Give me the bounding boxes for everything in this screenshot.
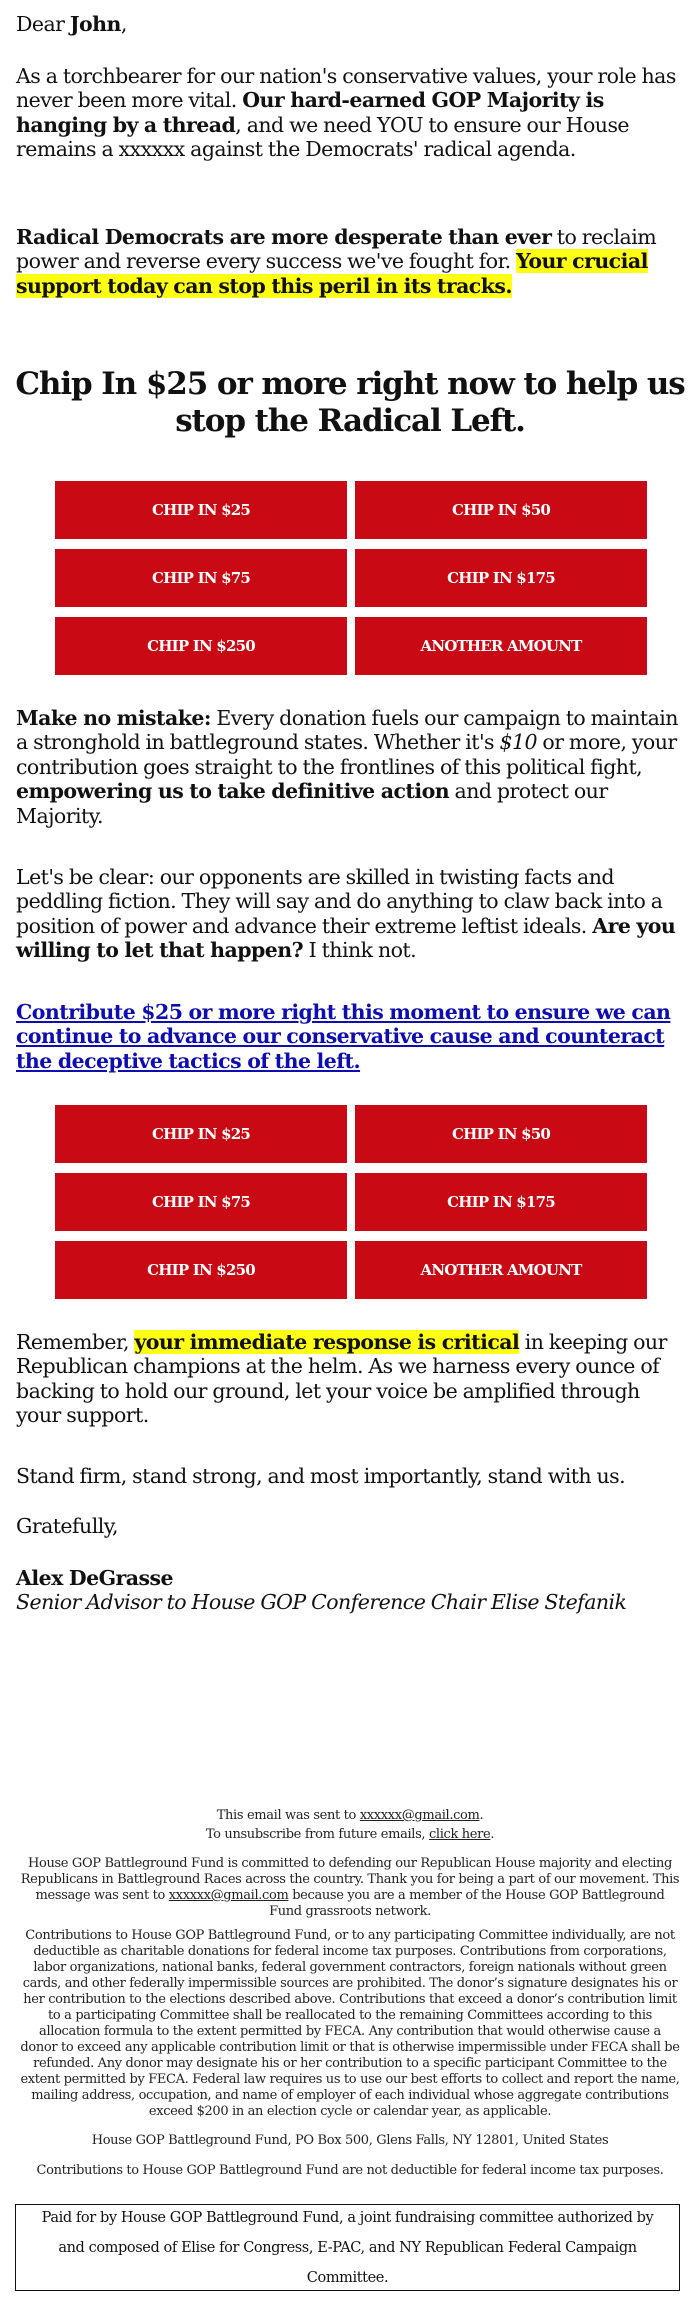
chip-in-175-button[interactable]: CHIP IN $175 xyxy=(355,1173,647,1231)
unsubscribe-label: To unsubscribe from future emails, xyxy=(205,1827,429,1842)
mistake-bold-2: empowering us to take definitive action xyxy=(16,779,450,804)
opponents-text-2: I think not. xyxy=(303,938,417,963)
remember-text-2: in keeping our Republican champions at the helm. As we harness every ounce of backing to hold our ground, let your voice be amplified through your support. xyxy=(16,1330,667,1428)
stand-firm-paragraph xyxy=(16,1464,688,1488)
closing xyxy=(16,1514,688,1538)
about-text-2: because you are a member of the House GOP Battleground Fund grassroots network. xyxy=(269,1888,665,1919)
greeting xyxy=(16,12,688,36)
footer-about xyxy=(20,1856,680,1920)
donation-button-grid-2 xyxy=(55,1105,647,1299)
mailing-address: House GOP Battleground Fund, PO Box 500, Glens Falls, NY 12801, United States xyxy=(91,2133,609,2148)
mistake-paragraph xyxy=(16,706,688,828)
another-amount-button[interactable]: ANOTHER AMOUNT xyxy=(355,1241,647,1299)
chip-in-50-button[interactable]: CHIP IN $50 xyxy=(355,1105,647,1163)
urgency-text: to reclaim power and reverse every success we've fought for. xyxy=(16,225,657,274)
stand-firm-text: Stand firm, stand strong, and most importantly, stand with us. xyxy=(16,1464,626,1488)
chip-in-25-button[interactable]: CHIP IN $25 xyxy=(55,1105,347,1163)
sent-to-email-link[interactable]: xxxxxx@gmail.com xyxy=(359,1808,480,1823)
greeting-suffix: , xyxy=(120,12,127,36)
closing-text: Gratefully, xyxy=(16,1514,118,1538)
another-amount-button[interactable]: ANOTHER AMOUNT xyxy=(355,617,647,675)
signature-title: Senior Advisor to House GOP Conference Chair Elise Stefanik xyxy=(16,1590,627,1615)
chip-in-50-button[interactable]: CHIP IN $50 xyxy=(355,481,647,539)
intro-text: As a torchbearer for our nation's conservative values, your role has never been more vital. xyxy=(16,64,676,113)
remember-highlight: your immediate response is critical xyxy=(134,1330,520,1354)
donation-button-grid-1 xyxy=(55,481,647,675)
cta-paragraph xyxy=(16,1000,688,1073)
mistake-text-3: and protect our Majority. xyxy=(16,779,608,828)
about-email-link[interactable]: xxxxxx@gmail.com xyxy=(168,1888,289,1903)
chip-in-25-button[interactable]: CHIP IN $25 xyxy=(55,481,347,539)
chip-in-250-button[interactable]: CHIP IN $250 xyxy=(55,1241,347,1299)
opponents-bold: Are you willing to let that happen? xyxy=(16,913,676,963)
urgency-bold: Radical Democrats are more desperate than ever xyxy=(16,225,552,249)
chip-in-250-button[interactable]: CHIP IN $250 xyxy=(55,617,347,675)
donation-headline: Chip In $25 or more right now to help us stop the Radical Left. xyxy=(15,366,685,439)
remember-text: Remember, xyxy=(16,1330,135,1354)
unsubscribe-suffix: . xyxy=(490,1827,495,1842)
paid-for-disclaimer-box xyxy=(15,2204,680,2291)
paid-for-text: Paid for by House GOP Battleground Fund, a joint fundraising committee authorized by and composed of Elise for Congress, E-PAC, and NY Republican Federal Campaign Committee. xyxy=(41,2209,654,2286)
intro-paragraph xyxy=(16,64,688,162)
legal-disclaimer: Contributions to House GOP Battleground Fund, or to any participating Committee individually, are not deductible as charitable donations for federal income tax purposes. Contributions from corporations, labor organizations, national banks, federal government contractors, foreign nationals without green cards, and other federally impermissible sources are prohibited. The donor’s signature designates his or her contribution to the elections described above. Contributions that exceed a donor’s contribution limit to a participating Committee shall be reallocated to the remaining Committees according to this allocation formula to the extent permitted by FECA. Any contribution that would otherwise cause a donor to exceed any applicable contribution limit or that is otherwise impermissible under FECA shall be refunded. Any donor may designate his or her contribution to a specific participant Committee to the extent permitted by FECA. Federal law requires us to use our best efforts to collect and report the name, mailing address, occupation, and name of employer of each individual whose aggregate contributions exceed $200 in an election cycle or calendar year, as applicable. xyxy=(20,1928,680,2119)
footer-address xyxy=(20,2133,680,2149)
signature-name: Alex DeGrasse xyxy=(16,1566,173,1590)
tax-note: Contributions to House GOP Battleground Fund are not deductible for federal income tax purposes. xyxy=(36,2163,664,2178)
contribute-link[interactable]: Contribute $25 or more right this moment to ensure we can continue to advance our conservative cause and counteract the deceptive tactics of the left. xyxy=(16,1000,671,1073)
signature xyxy=(16,1566,688,1615)
mistake-text: Every donation fuels our campaign to maintain a stronghold in battleground states. Whether it's xyxy=(16,706,678,755)
intro-bold: Our hard-earned GOP Majority is hanging by a thread xyxy=(16,88,604,137)
mistake-bold: Make no mistake: xyxy=(16,706,211,730)
chip-in-75-button[interactable]: CHIP IN $75 xyxy=(55,1173,347,1231)
unsubscribe-link[interactable]: click here xyxy=(428,1827,491,1842)
urgency-paragraph xyxy=(16,225,688,298)
intro-text-2: , and we need YOU to ensure our House remains a xxxxxx against the Democrats' radical agenda. xyxy=(16,112,629,162)
sent-to-suffix: . xyxy=(479,1808,484,1823)
footer-legal xyxy=(20,1928,680,2120)
opponents-text: Let's be clear: our opponents are skilled in twisting facts and peddling fiction. They will say and do anything to claw back into a position of power and advance their extreme leftist ideals. xyxy=(16,865,663,938)
mistake-italic-amount: $10 xyxy=(499,730,537,755)
chip-in-75-button[interactable]: CHIP IN $75 xyxy=(55,549,347,607)
footer-sent-to xyxy=(20,1806,680,1844)
mistake-text-2: or more, your contribution goes straight to the frontlines of this political fight, xyxy=(16,730,677,779)
about-text: House GOP Battleground Fund is committed to defending our Republican House majority and electing Republicans in Battleground Races across the country. Thank you for being a part of our movement. This message was sent to xyxy=(20,1856,680,1903)
urgency-highlight: Your crucial support today can stop this peril in its tracks. xyxy=(16,249,648,298)
chip-in-175-button[interactable]: CHIP IN $175 xyxy=(355,549,647,607)
remember-paragraph xyxy=(16,1330,688,1428)
sent-to-label: This email was sent to xyxy=(216,1808,360,1823)
recipient-name: John xyxy=(69,12,121,36)
footer-tax-note xyxy=(20,2163,680,2179)
opponents-paragraph xyxy=(16,865,688,963)
greeting-prefix: Dear xyxy=(16,12,70,36)
